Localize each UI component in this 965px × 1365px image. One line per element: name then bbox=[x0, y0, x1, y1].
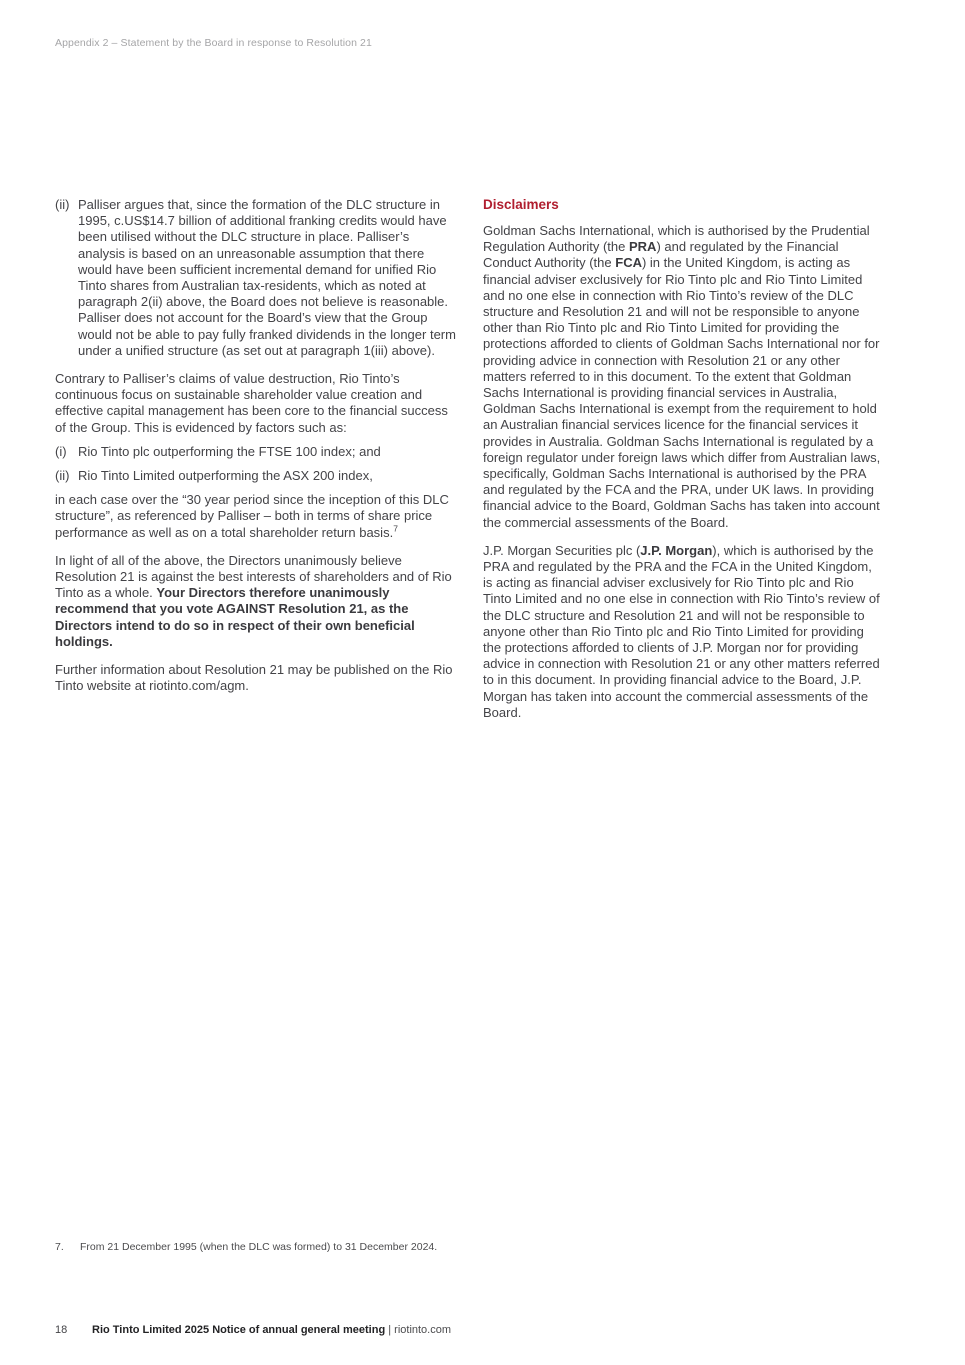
paragraph-palliser-argues: Palliser argues that, since the formation of the DLC structure in 1995, c.US$14.7 billion of additional franking credits would have been utilised without the DLC structure in place. Palliser’s analysis is based on an unreasonable assumption that there would have been sufficient incremental demand for unified Rio Tinto shares from Australian tax-residents, which as noted at paragraph 2(ii) above, the Board does not believe is reasonable. Palliser does not account for the Board’s view that the Group would not be able to pay fully franked dividends in the longer term under a unified structure (as set out at paragraph 1(iii) above). bbox=[78, 197, 456, 358]
list-item-ftse-text: Rio Tinto plc outperforming the FTSE 100 index; and bbox=[78, 443, 381, 459]
document-title: Rio Tinto Limited 2025 Notice of annual general meeting bbox=[92, 1324, 386, 1336]
footnote-number: 7. bbox=[55, 1241, 64, 1253]
list-item-ftse bbox=[55, 444, 458, 460]
disclaimers-heading: Disclaimers bbox=[483, 197, 559, 212]
list-item-palliser-argues bbox=[55, 197, 458, 359]
footer-website: | riotinto.com bbox=[385, 1324, 452, 1336]
list-item-asx-text: Rio Tinto Limited outperforming the ASX 200 index, bbox=[78, 468, 373, 484]
list-marker: (ii) bbox=[55, 197, 70, 212]
list-marker: (i) bbox=[55, 443, 67, 459]
right-column bbox=[483, 197, 884, 733]
paragraph-goldman-sachs-disclaimer: Goldman Sachs International, which is authorised by the Prudential Regulation Authority (the PRA) and regulated by the Financial Conduct Authority (the FCA) in the United Kingdom, is acting as financial adviser exclusively for Rio Tinto plc and Rio Tinto Limited and no one else in connection with Rio Tinto’s review of the DLC structure and Resolution 21 and will not be responsible to anyone other than Rio Tinto plc and Rio Tinto Limited for providing the protections afforded to clients of Goldman Sachs International nor for providing advice in connection with Resolution 21 or any other matters referred to in this document. To the extent that Goldman Sachs International is providing financial services in Australia, Goldman Sachs International is exempt from the requirement to hold an Australian financial services licence for the financial services it provides in Australia. Goldman Sachs International is regulated by a foreign regulator under foreign laws which differ from Australian laws, specifically, Goldman Sachs International is authorised by the PRA and regulated by the FCA and the PRA, under UK laws. In providing financial advice to the Board, Goldman Sachs has taken into account the commercial assessments of the Board. bbox=[483, 223, 881, 530]
paragraph-further-information: Further information about Resolution 21 may be published on the Rio Tinto website at riotinto.com/agm. bbox=[55, 662, 453, 694]
page-footer bbox=[55, 1323, 451, 1337]
paragraph-value-creation: Contrary to Palliser’s claims of value destruction, Rio Tinto’s continuous focus on sustainable shareholder value creation and effective capital management has been core to the financial success of the Group. This is evidenced by factors such as: bbox=[55, 371, 448, 435]
page-number: 18 bbox=[55, 1324, 68, 1336]
left-column bbox=[55, 197, 458, 706]
footnote-7 bbox=[55, 1241, 437, 1254]
paragraph-30-year-period: in each case over the “30 year period since the inception of this DLC structure”, as referenced by Palliser – both in terms of share price performance as well as on a total shareholder return basis.$^7$ bbox=[55, 492, 449, 540]
paragraph-jp-morgan-disclaimer: J.P. Morgan Securities plc (J.P. Morgan), which is authorised by the PRA and regulated by the PRA and the FCA in the United Kingdom, is acting as financial adviser exclusively for Rio Tinto plc and Rio Tinto Limited and no one else in connection with Rio Tinto’s review of the DLC structure and Resolution 21 and will not be responsible to anyone other than Rio Tinto plc and Rio Tinto Limited for providing the protections afforded to clients of J.P. Morgan nor for providing advice in connection with Resolution 21 or any other matters referred to in this document. In providing financial advice to the Board, J.P. Morgan has taken into account the commercial assessments of the Board. bbox=[483, 542, 880, 720]
list-marker: (ii) bbox=[55, 468, 70, 484]
running-header: Appendix 2 – Statement by the Board in response to Resolution 21 bbox=[55, 37, 372, 49]
paragraph-vote-recommendation: In light of all of the above, the Directors unanimously believe Resolution 21 is against the best interests of shareholders and of Rio Tinto as a whole. Your Directors therefore unanimously recommend that you vote AGAINST Resolution 21, as the Directors intend to do so in respect of their own beneficial holdings. bbox=[55, 552, 452, 649]
list-item-asx bbox=[55, 468, 458, 484]
footnote-text: From 21 December 1995 (when the DLC was formed) to 31 December 2024. bbox=[80, 1241, 438, 1253]
